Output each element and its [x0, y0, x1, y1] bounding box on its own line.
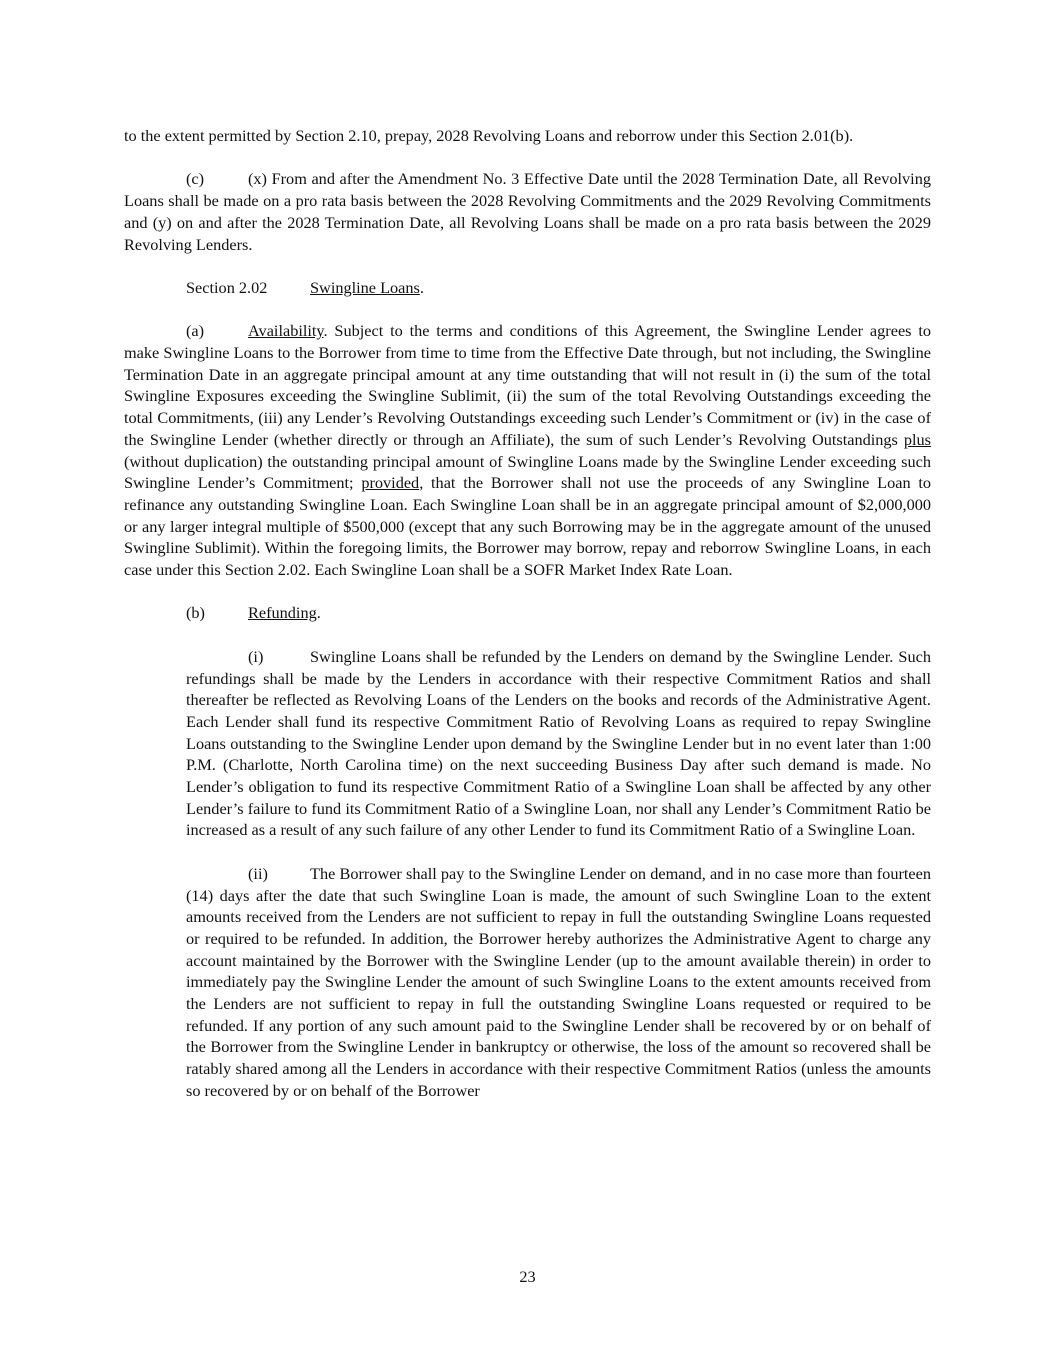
paragraph-label: (a)	[186, 321, 205, 341]
paragraph-heading-period: .	[316, 603, 321, 623]
paragraph-label: (b)	[186, 603, 205, 623]
subparagraph-i	[186, 646, 931, 841]
subparagraph-label: (i)	[248, 646, 264, 666]
section-title: Swingline Loans	[310, 277, 420, 297]
subparagraph-label: (ii)	[248, 863, 268, 883]
paragraph-text: (x) From and after the Amendment No. 3 Effective Date until the 2028 Termination Date, all Revolving Loans shall be made on a pro rata basis between the 2028 Revolving Commitments and the 2029 Revolving Commitments and (y) on and after the 2028 Termination Date, all Revolving Loans shall be made on a pro rata basis between the 2029 Revolving Lenders.	[124, 169, 931, 254]
paragraph-text: to the extent permitted by Section 2.10, prepay, 2028 Revolving Loans and reborrow under this Section 2.01(b).	[124, 126, 854, 145]
paragraph-text: . Subject to the terms and conditions of this Agreement, the Swingline Lender agrees to make Swingline Loans to the Borrower from time to time from the Effective Date through, but not including, the Swingline Termination Date in an aggregate principal amount at any time outstanding that will not result in (i) the sum of the total Swingline Exposures exceeding the Swingline Sublimit, (ii) the sum of the total Revolving Outstandings exceeding the total Commitments, (iii) any Lender’s Revolving Outstandings exceeding such Lender’s Commitment or (iv) in the case of the Swingline Lender (whether directly or through an Affiliate), the sum of such Lender’s Revolving Outstandings	[124, 321, 931, 449]
paragraph-label: (c)	[186, 169, 205, 189]
paragraph-text: (without duplication) the outstanding principal amount of Swingline Loans made by the Swingline Lender exceeding such Swingline Lender’s Commitment;	[124, 451, 931, 493]
paragraph-continuation	[124, 125, 931, 147]
section-heading	[186, 277, 931, 299]
emphasis-provided: provided	[361, 473, 420, 493]
section-number: Section 2.02	[186, 277, 268, 297]
paragraph-heading: Refunding	[248, 603, 317, 623]
paragraph-heading: Availability	[248, 321, 324, 341]
subparagraph-block	[186, 646, 931, 1102]
subparagraph-text: Swingline Loans shall be refunded by the Lenders on demand by the Swingline Lender. Such refundings shall be made by the Lenders in accordance with their respective Commitment Ratios and shall thereafter be reflected as Revolving Loans of the Lenders on the books and records of the Administrative Agent. Each Lender shall fund its respective Commitment Ratio of Revolving Loans as required to repay Swingline Loans outstanding to the Swingline Lender upon demand by the Swingline Lender but in no event later than 1:00 P.M. (Charlotte, North Carolina time) on the next succeeding Business Day after such demand is made. No Lender’s obligation to fund its respective Commitment Ratio of a Swingline Loan shall be affected by any other Lender’s failure to fund its Commitment Ratio of a Swingline Loan, nor shall any Lender’s Commitment Ratio be increased as a result of any such failure of any other Lender to fund its Commitment Ratio of a Swingline Loan.	[186, 646, 931, 840]
page-number: 23	[519, 1267, 536, 1286]
section-title-period: .	[419, 277, 424, 297]
paragraph-a	[124, 320, 931, 580]
subparagraph-ii	[186, 863, 931, 1102]
paragraph-text: , that the Borrower shall not use the proceeds of any Swingline Loan to refinance any outstanding Swingline Loan. Each Swingline Loan shall be in an aggregate principal amount of $2,000,000 or any larger integral multiple of $500,000 (except that any such Borrowing may be in the aggregate amount of the unused Swingline Sublimit). Within the foregoing limits, the Borrower may borrow, repay and reborrow Swingline Loans, in each case under this Section 2.02. Each Swingline Loan shall be a SOFR Market Index Rate Loan.	[124, 473, 932, 580]
emphasis-plus: plus	[903, 429, 931, 449]
subparagraph-text: The Borrower shall pay to the Swingline Lender on demand, and in no case more than fourteen (14) days after the date that such Swingline Loan is made, the amount of such Swingline Loan to the extent amounts received from the Lenders are not sufficient to repay in full the outstanding Swingline Loans requested or required to be refunded. In addition, the Borrower hereby authorizes the Administrative Agent to charge any account maintained by the Borrower with the Swingline Lender (up to the amount available therein) in order to immediately pay the Swingline Lender the amount of such Swingline Loans to the extent amounts received from the Lenders are not sufficient to repay in full the outstanding Swingline Loans requested or required to be refunded. If any portion of any such amount paid to the Swingline Lender shall be recovered by or on behalf of the Borrower from the Swingline Lender in bankruptcy or otherwise, the loss of the amount so recovered shall be ratably shared among all the Lenders in accordance with their respective Commitment Ratios (unless the amounts so recovered by or on behalf of the Borrower	[186, 863, 931, 1100]
document-page	[124, 125, 931, 1123]
paragraph-b-heading	[186, 602, 931, 624]
paragraph-c	[124, 168, 931, 255]
